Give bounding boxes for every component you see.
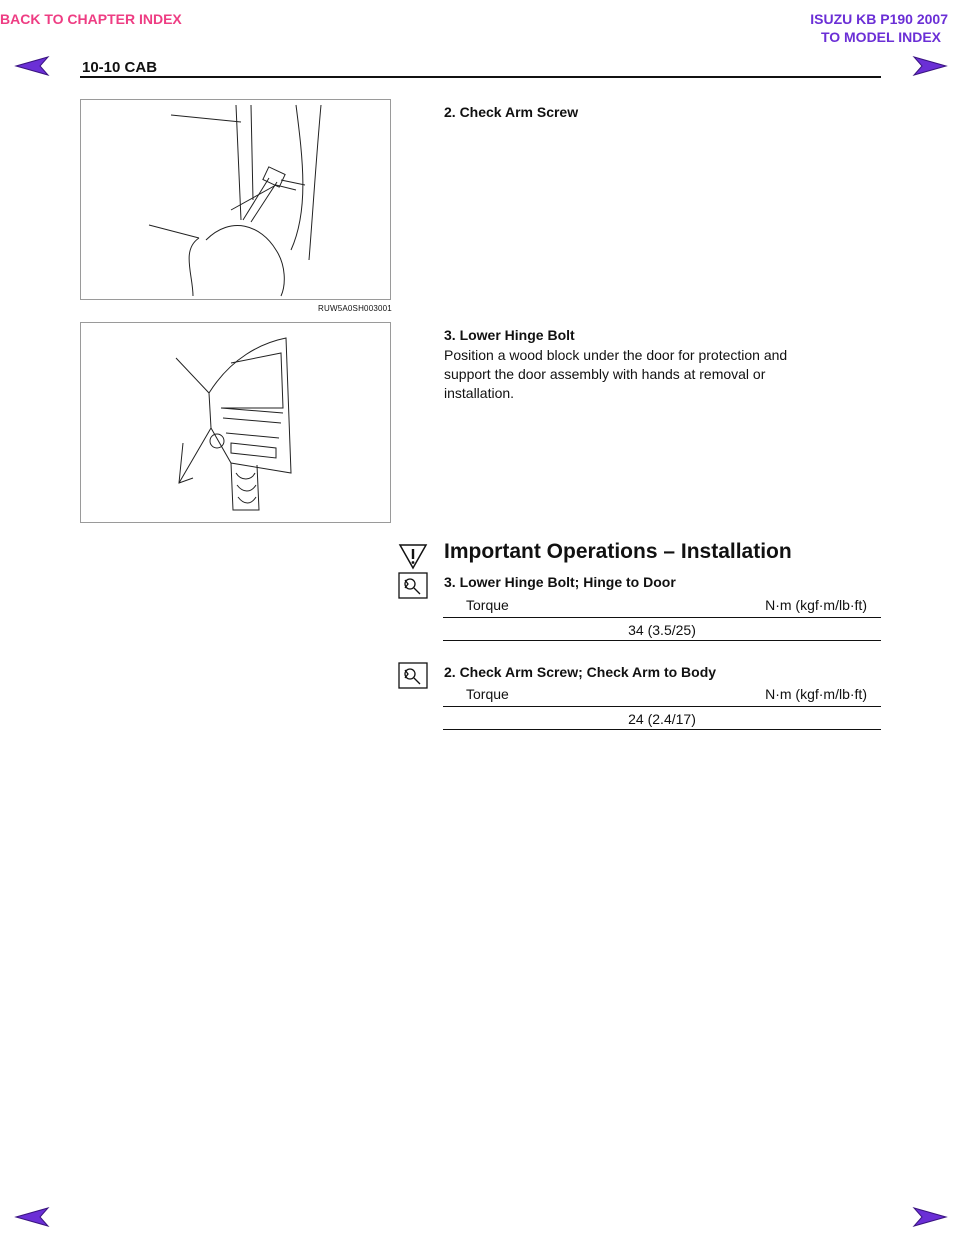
previous-page-arrow-bottom-icon[interactable] bbox=[14, 1206, 50, 1228]
torque-wrench-icon bbox=[398, 662, 428, 694]
spec-title: 3. Lower Hinge Bolt; Hinge to Door bbox=[444, 574, 676, 590]
torque-wrench-icon bbox=[398, 572, 428, 604]
caution-mark-icon bbox=[398, 542, 428, 575]
spec-unit: N·m (kgf·m/lb·ft) bbox=[765, 597, 867, 613]
spec-value: 24 (2.4/17) bbox=[628, 711, 696, 727]
next-page-arrow-icon[interactable] bbox=[912, 55, 948, 77]
instruction-line: Position a wood block under the door for protection and bbox=[444, 347, 788, 363]
lower-hinge-bolt-step-title: 3. Lower Hinge Bolt bbox=[444, 327, 575, 343]
spec-title: 2. Check Arm Screw; Check Arm to Body bbox=[444, 664, 717, 680]
spec-value: 34 (3.5/25) bbox=[628, 622, 696, 638]
spec-table-rule bbox=[443, 640, 881, 641]
spec-label: Torque bbox=[466, 597, 509, 613]
spec-label: Torque bbox=[466, 686, 509, 702]
spec-table-rule bbox=[443, 617, 881, 618]
header-divider bbox=[80, 76, 881, 78]
model-title-link[interactable]: ISUZU KB P190 2007 bbox=[810, 11, 948, 27]
instruction-line: support the door assembly with hands at removal or bbox=[444, 366, 766, 382]
instruction-line: installation. bbox=[444, 385, 515, 401]
figure-caption: RUW5A0SH003001 bbox=[318, 304, 392, 313]
back-to-chapter-index-link[interactable]: BACK TO CHAPTER INDEX bbox=[0, 11, 182, 27]
lower-hinge-bolt-instructions bbox=[444, 346, 864, 403]
spec-table-rule bbox=[443, 729, 881, 730]
spec-table-rule bbox=[443, 706, 881, 707]
important-operations-heading: Important Operations – Installation bbox=[444, 540, 792, 563]
lower-hinge-bolt-illustration bbox=[80, 322, 391, 523]
to-model-index-link[interactable]: TO MODEL INDEX bbox=[820, 29, 941, 45]
spec-unit: N·m (kgf·m/lb·ft) bbox=[765, 686, 867, 702]
next-page-arrow-bottom-icon[interactable] bbox=[912, 1206, 948, 1228]
previous-page-arrow-icon[interactable] bbox=[14, 55, 50, 77]
check-arm-screw-step-title: 2. Check Arm Screw bbox=[444, 104, 579, 120]
page-header-title: 10-10 CAB bbox=[82, 59, 158, 76]
check-arm-screw-illustration bbox=[80, 99, 391, 300]
